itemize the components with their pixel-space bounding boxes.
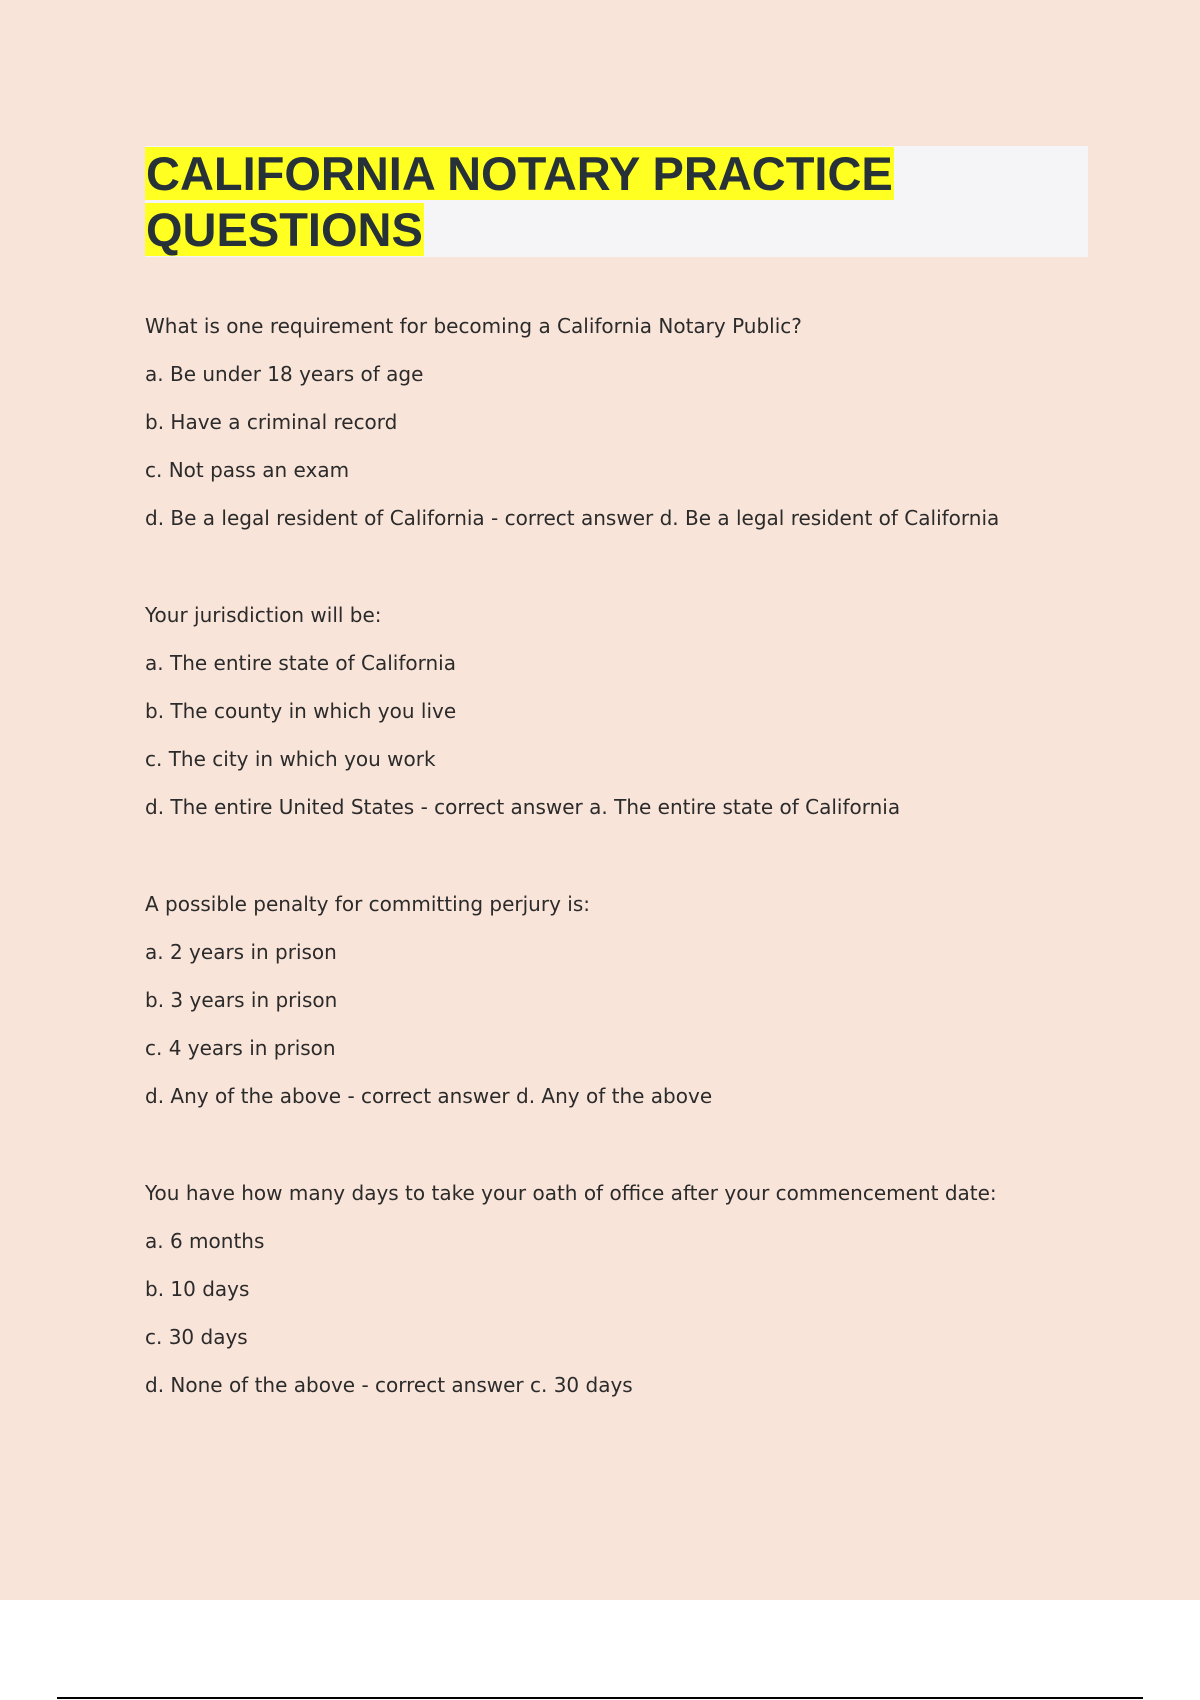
answer-option-b: b. 10 days [145,1277,250,1301]
answer-option-a: a. Be under 18 years of age [145,362,424,386]
question-1 [145,302,1105,542]
answer-option-c: c. The city in which you work [145,747,436,771]
answer-option-b: b. The county in which you live [145,699,457,723]
answer-option-b: b. 3 years in prison [145,988,338,1012]
answer-option-a: a. 6 months [145,1229,265,1253]
title-block [145,146,1088,257]
document-title [145,146,1088,258]
question-prompt: You have how many days to take your oath of office after your commencement date: [145,1181,997,1205]
footer-divider [57,1697,1143,1699]
question-prompt: What is one requirement for becoming a California Notary Public? [145,314,802,338]
answer-option-c: c. Not pass an exam [145,458,350,482]
answer-option-d: d. The entire United States - correct answer a. The entire state of California [145,795,901,819]
answer-option-a: a. The entire state of California [145,651,456,675]
answer-option-c: c. 4 years in prison [145,1036,336,1060]
question-4 [145,1169,1105,1409]
title-line-2: QUESTIONS [146,203,423,256]
answer-option-c: c. 30 days [145,1325,248,1349]
answer-option-d: d. Any of the above - correct answer d. Any of the above [145,1084,713,1108]
question-prompt: A possible penalty for committing perjury is: [145,892,590,916]
answer-option-d: d. None of the above - correct answer c. 30 days [145,1373,633,1397]
answer-option-a: a. 2 years in prison [145,940,337,964]
answer-option-d: d. Be a legal resident of California - correct answer d. Be a legal resident of California [145,506,1000,530]
questions-list [145,302,1105,1458]
question-prompt: Your jurisdiction will be: [145,603,382,627]
title-line-1: CALIFORNIA NOTARY PRACTICE [146,147,893,200]
answer-option-b: b. Have a criminal record [145,410,398,434]
question-3 [145,880,1105,1120]
question-2 [145,591,1105,831]
